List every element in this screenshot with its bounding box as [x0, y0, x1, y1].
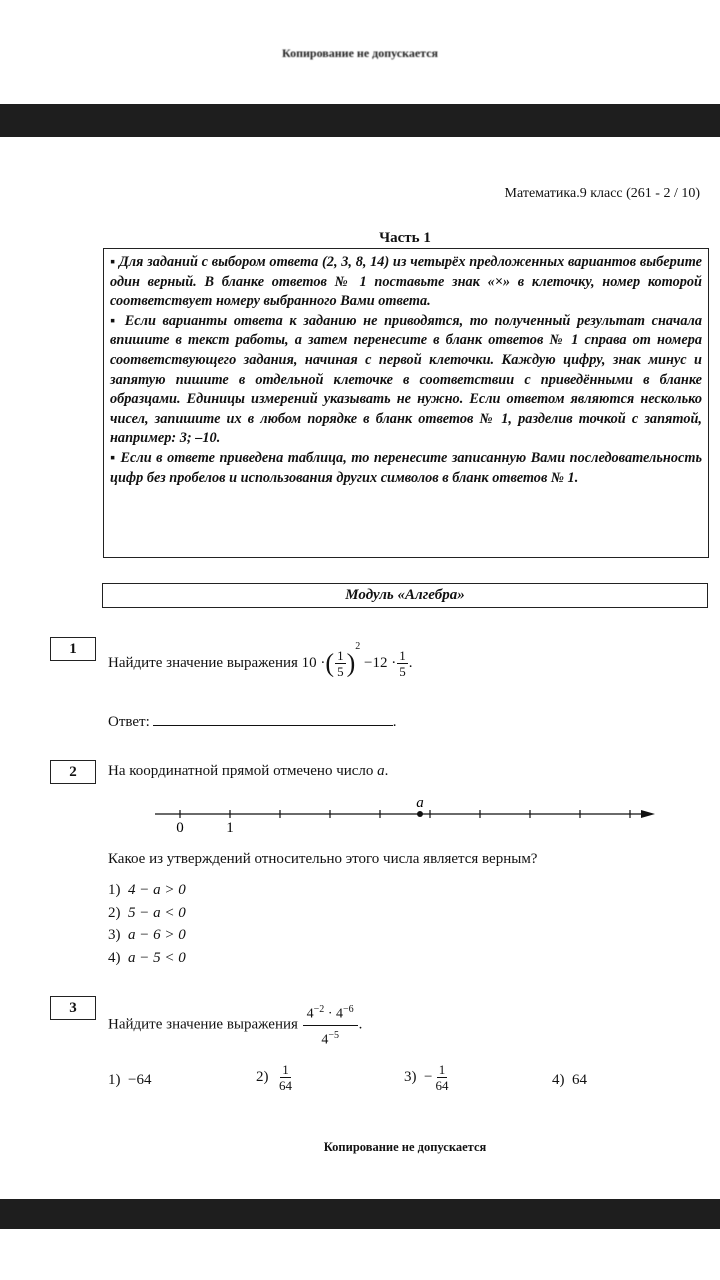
q2-option-3[interactable]	[108, 924, 186, 947]
question-number-1: 1	[50, 637, 96, 661]
q3-expr-end: .	[358, 1016, 363, 1033]
top-copy-notice: Копирование не допускается	[281, 46, 439, 60]
q1-f1-den: 5	[337, 664, 344, 679]
q3-option-3-fraction	[433, 1062, 450, 1093]
question-1-text	[108, 640, 413, 679]
q2-option-2-number: 2)	[108, 904, 121, 921]
tick-label-1: 1	[226, 820, 234, 836]
point-a-label: a	[416, 795, 424, 811]
question-3-text	[108, 1000, 362, 1050]
top-dark-bar	[0, 104, 720, 137]
q3-exp-1: −2	[313, 1004, 325, 1015]
q3-option-4[interactable]	[552, 1072, 587, 1089]
q3-mul: ·	[327, 1006, 333, 1022]
q1-expr-end: .	[408, 654, 413, 671]
q3-option-3-number: 3)	[404, 1069, 417, 1085]
bottom-dark-bar	[0, 1199, 720, 1229]
q2-option-1-number: 1)	[108, 882, 121, 898]
q3-base-3: 4	[321, 1032, 329, 1048]
tick-label-0: 0	[176, 820, 184, 836]
q3-option-2[interactable]	[256, 1062, 295, 1093]
q3-option-1[interactable]	[108, 1072, 151, 1089]
q2-option-1[interactable]	[108, 879, 186, 902]
question-2-prompt: Какое из утверждений относительно этого числа является верным?	[108, 851, 538, 867]
q2-options	[108, 879, 186, 969]
paren-open: (	[325, 648, 335, 678]
q3-option-2-den: 64	[279, 1078, 292, 1093]
q3-numerator	[303, 1000, 358, 1026]
q3-exp-2: −6	[342, 1004, 354, 1015]
instruction-1: ▪ Для заданий с выбором ответа (2, 3, 8, 14) из четырёх предложенных вариантов выберите один верный. В бланке ответов № 1 поставьте знак «×» в клеточку, номер которой соответствует номеру выбранного Вами ответа.	[110, 254, 702, 310]
q2-option-2-expr: 5 − a < 0	[128, 904, 186, 921]
q3-base-2: 4	[335, 1006, 343, 1022]
instruction-2: ▪ Если варианты ответа к заданию не приводятся, то полученный результат сначала впишите в текст работы, а затем перенесите в бланк ответов № 1 справа от номера соответствующего задания, начиная с первой клеточки. Каждую цифру, знак минус и запятую пишите в отдельной клеточке в соответствии с приведёнными в бланке образцами. Единицы измерений указывать не нужно. Если ответом являются несколько чисел, запишите их в любом порядке в бланк ответов № 1, разделив точкой с запятой, например: 3; –10.	[110, 312, 702, 447]
bottom-copy-notice: Копирование не допускается	[323, 1140, 487, 1154]
axis-arrow	[641, 810, 655, 818]
q2-option-4-expr: a − 5 < 0	[128, 949, 186, 966]
q3-base-1: 4	[306, 1006, 314, 1022]
q3-exp-3: −5	[328, 1029, 339, 1041]
q1-power: 2	[355, 640, 361, 652]
q3-option-2-number: 2)	[256, 1069, 269, 1085]
q2-option-3-number: 3)	[108, 927, 121, 943]
q2-option-3-expr: a − 6 > 0	[128, 927, 186, 943]
q2-option-4-number: 4)	[108, 949, 121, 966]
q1-f1-num: 1	[337, 648, 344, 663]
part-title: Часть 1	[379, 230, 431, 246]
answer-row	[108, 711, 397, 731]
question-3-label: Найдите значение выражения	[108, 1016, 298, 1033]
q3-option-2-num: 1	[282, 1062, 289, 1077]
answer-label: Ответ:	[108, 714, 150, 730]
q2-option-4[interactable]	[108, 947, 186, 970]
question-number-3: 3	[50, 996, 96, 1020]
question-1-label: Найдите значение выражения	[108, 654, 298, 671]
q3-option-3-den: 64	[435, 1078, 449, 1093]
q3-option-3[interactable]	[404, 1062, 451, 1093]
q3-option-3-num: 1	[438, 1062, 446, 1077]
q3-option-4-value: 64	[572, 1072, 587, 1088]
q1-expr-b: −12 ·	[364, 654, 397, 671]
q1-expr-a: 10 ·	[301, 654, 326, 671]
answer-end: .	[392, 714, 397, 730]
question-number-2: 2	[50, 760, 96, 784]
answer-line[interactable]	[153, 711, 393, 726]
question-2-text	[108, 763, 388, 780]
q3-fraction	[303, 1000, 358, 1050]
q1-fraction-1	[335, 648, 346, 679]
q3-option-4-number: 4)	[552, 1072, 565, 1088]
q3-denominator	[319, 1026, 341, 1051]
q1-fraction-2	[397, 648, 408, 679]
subject-line: Математика.9 класс (261 - 2 / 10)	[504, 186, 700, 201]
point-a	[417, 811, 423, 817]
q3-option-2-fraction	[277, 1062, 294, 1093]
module-title: Модуль «Алгебра»	[102, 583, 708, 608]
q2-dot: .	[384, 763, 389, 779]
q3-option-3-sign: −	[424, 1069, 433, 1085]
q2-var: a	[377, 763, 385, 779]
q1-f2-num: 1	[399, 648, 406, 663]
q1-f2-den: 5	[399, 664, 406, 679]
q3-option-1-number: 1)	[108, 1072, 121, 1088]
number-line	[0, 792, 720, 842]
instruction-3: ▪ Если в ответе приведена таблица, то перенесите записанную Вами последовательность цифр без пробелов и использования других символов в бланк ответов № 1.	[110, 449, 702, 486]
paren-close: )	[346, 648, 356, 678]
q3-option-1-value: −64	[128, 1072, 152, 1088]
q2-option-2[interactable]	[108, 902, 186, 925]
instructions-box	[103, 248, 709, 558]
q2-option-1-expr: 4 − a > 0	[128, 882, 186, 898]
question-2-label: На координатной прямой отмечено число	[108, 763, 374, 779]
